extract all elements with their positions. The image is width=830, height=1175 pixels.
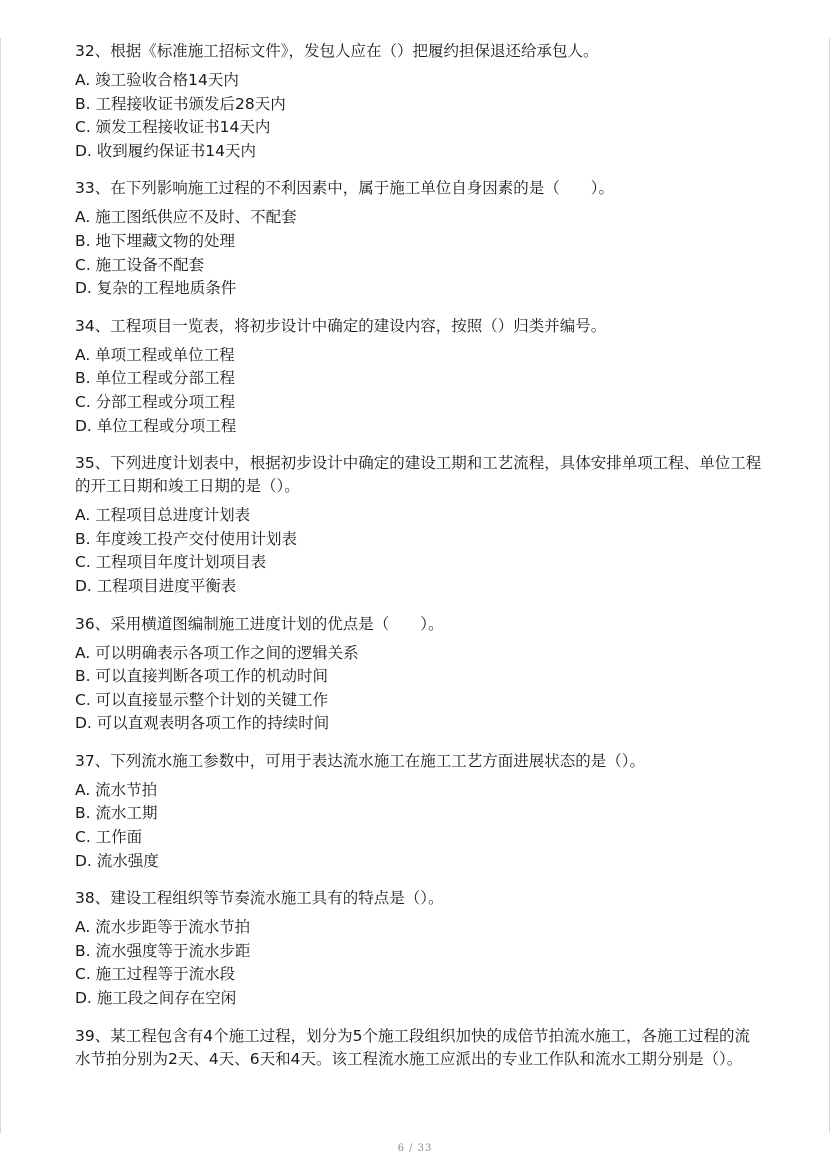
question-stem: 39、某工程包含有4个施工过程，划分为5个施工段组织加快的成倍节拍流水施工，各施工过程的流水节拍分别为2天、4天、6天和4天。该工程流水施工应派出的专业工作队和流水工期分别是（）。 <box>75 1026 750 1068</box>
question-stem: 32、根据《标准施工招标文件》，发包人应在（）把履约担保退还给承包人。 <box>75 42 599 60</box>
option-b: B. 地下埋藏文物的处理 <box>75 231 235 250</box>
option-d: D. 工程项目进度平衡表 <box>75 576 237 595</box>
question-stem: 37、下列流水施工参数中，可用于表达流水施工在施工工艺方面进展状态的是（）。 <box>75 751 645 770</box>
option-a: A. 施工图纸供应不及时、不配套 <box>75 208 297 227</box>
option-a: A. 竣工验收合格14天内 <box>75 71 239 89</box>
option-c: C. 分部工程或分项工程 <box>75 392 236 411</box>
option-c: C. 可以直接显示整个计划的关键工作 <box>75 690 329 709</box>
question-stem: 36、采用横道图编制施工进度计划的优点是（ ）。 <box>75 614 444 633</box>
question-33 <box>75 177 765 300</box>
option-b: B. 流水工期 <box>75 804 158 823</box>
question-stem: 38、建设工程组织等节奏流水施工具有的特点是（）。 <box>75 889 444 908</box>
option-c: C. 颁发工程接收证书14天内 <box>75 118 271 137</box>
option-d: D. 复杂的工程地质条件 <box>75 279 237 298</box>
page-left-edge <box>0 38 1 1133</box>
question-35 <box>75 452 765 598</box>
option-d: D. 收到履约保证书14天内 <box>75 141 257 160</box>
option-a: A. 流水节拍 <box>75 780 158 799</box>
question-37 <box>75 750 765 873</box>
option-a: A. 流水步距等于流水节拍 <box>75 918 251 937</box>
option-c: C. 工程项目年度计划项目表 <box>75 553 267 572</box>
option-b: B. 流水强度等于流水步距 <box>75 941 251 960</box>
option-a: A. 单项工程或单位工程 <box>75 345 235 364</box>
document-page <box>75 40 765 1085</box>
question-39 <box>75 1025 765 1071</box>
option-b: B. 单位工程或分部工程 <box>75 369 235 388</box>
question-38 <box>75 887 765 1010</box>
option-d: D. 单位工程或分项工程 <box>75 416 237 435</box>
option-d: D. 流水强度 <box>75 851 159 870</box>
option-d: D. 可以直观表明各项工作的持续时间 <box>75 714 330 733</box>
option-d: D. 施工段之间存在空闲 <box>75 989 237 1008</box>
question-stem: 34、工程项目一览表，将初步设计中确定的建设内容，按照（）归类并编号。 <box>75 316 607 335</box>
page-number: 6 / 33 <box>397 1143 433 1154</box>
option-c: C. 工作面 <box>75 828 143 847</box>
question-36 <box>75 613 765 736</box>
question-stem: 35、下列进度计划表中，根据初步设计中确定的建设工期和工艺流程，具体安排单项工程、单位工程的开工日期和竣工日期的是（）。 <box>75 454 762 496</box>
option-b: B. 工程接收证书颁发后28天内 <box>75 94 286 113</box>
option-b: B. 可以直接判断各项工作的机动时间 <box>75 667 328 686</box>
question-32 <box>75 40 765 163</box>
option-b: B. 年度竣工投产交付使用计划表 <box>75 529 297 548</box>
question-stem: 33、在下列影响施工过程的不利因素中，属于施工单位自身因素的是（ ）。 <box>75 179 614 198</box>
option-c: C. 施工设备不配套 <box>75 255 205 274</box>
option-a: A. 可以明确表示各项工作之间的逻辑关系 <box>75 643 359 662</box>
question-34 <box>75 315 765 438</box>
option-c: C. 施工过程等于流水段 <box>75 965 236 984</box>
option-a: A. 工程项目总进度计划表 <box>75 506 251 525</box>
